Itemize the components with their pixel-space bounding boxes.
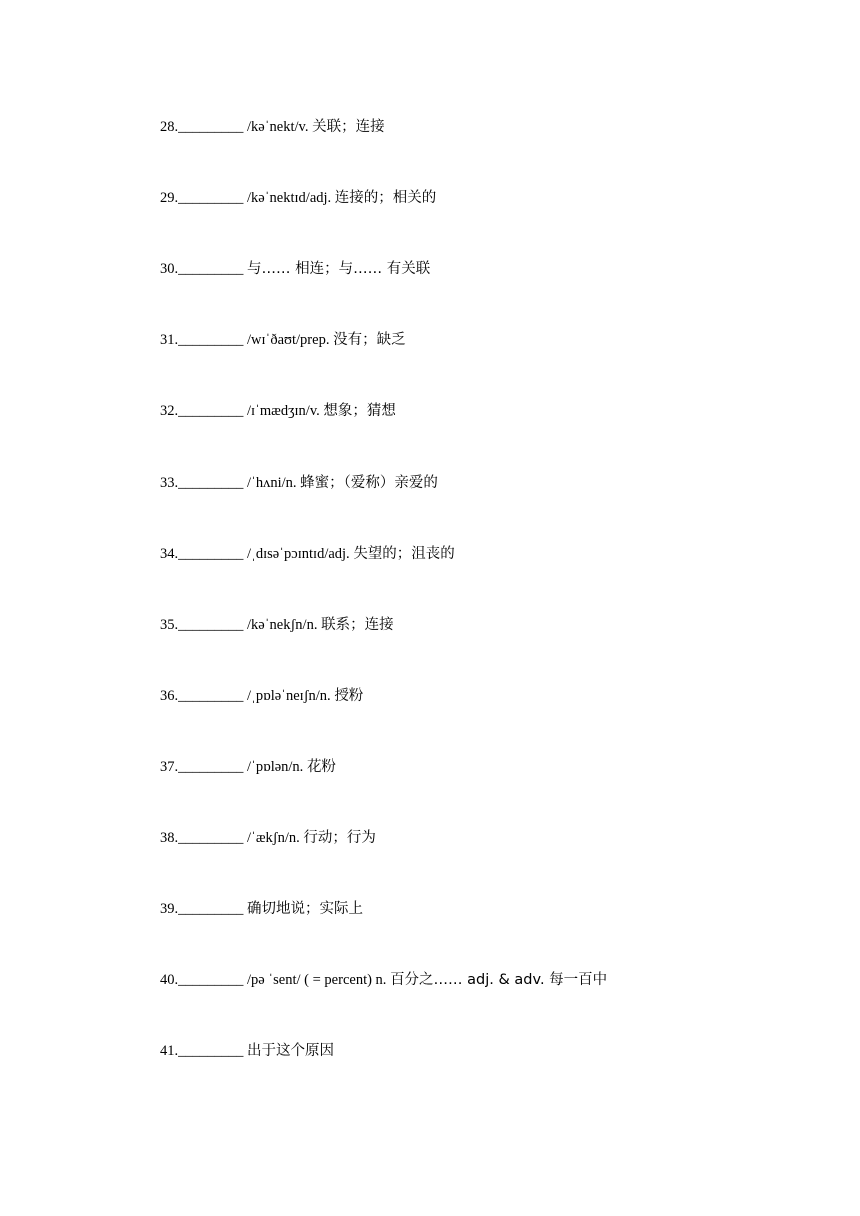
phonetic: /ɪˈmædʒɪn/v. [243,403,324,419]
item-number: 34. [160,546,179,562]
phonetic: /kəˈnekt/v. [243,119,313,135]
item-number: 37. [160,759,179,775]
item-number: 38. [160,830,179,846]
item-number: 29. [160,190,179,206]
meaning: 失望的；沮丧的 [353,546,455,562]
vocab-item-32 [160,401,396,421]
meaning: 连接的；相关的 [334,190,437,206]
vocab-item-36 [160,686,363,706]
answer-blank: _________ [178,190,244,206]
answer-blank: _________ [178,972,244,988]
phonetic: /ˌdɪsəˈpɔɪntɪd/adj. [243,546,354,562]
meaning: 与…… 相连；与…… 有关联 [247,261,431,277]
item-number: 31. [160,332,179,348]
vocab-item-39 [160,899,363,919]
answer-blank: _________ [178,759,244,775]
meaning: 关联；连接 [312,119,385,135]
phonetic: /ˈpɒlən/n. [243,759,307,775]
answer-blank: _________ [178,617,244,633]
phonetic: /pə ˈsent/ ( = percent) n. [243,972,391,988]
answer-blank: _________ [178,830,244,846]
vocab-item-41 [160,1041,334,1061]
phonetic: /ˌpɒləˈneɪʃn/n. [243,688,335,704]
phonetic: /kəˈnektɪd/adj. [243,190,335,206]
vocab-item-30 [160,259,430,279]
answer-blank: _________ [178,546,244,562]
vocab-item-37 [160,757,336,777]
meaning: 花粉 [306,759,336,775]
answer-blank: _________ [178,688,244,704]
vocab-item-29 [160,188,436,208]
meaning: 授粉 [334,688,364,704]
item-number: 30. [160,261,179,277]
meaning: 蜂蜜；（爱称）亲爱的 [300,475,438,491]
vocab-item-35 [160,615,394,635]
item-number: 35. [160,617,179,633]
vocab-item-38 [160,828,376,848]
vocab-item-34 [160,544,455,564]
vocab-item-31 [160,330,406,350]
meaning: 联系；连接 [321,617,394,633]
meaning: 想象；猜想 [323,403,396,419]
item-number: 39. [160,901,179,917]
vocab-item-33 [160,473,438,493]
answer-blank: _________ [178,261,244,277]
phonetic: /ˈækʃn/n. [243,830,304,846]
answer-blank: _________ [178,901,244,917]
vocab-item-28 [160,117,385,137]
item-number: 32. [160,403,179,419]
phonetic: /wɪˈðaʊt/prep. [243,332,334,348]
meaning: 百分之…… adj. & adv. 每一百中 [390,972,608,988]
item-number: 41. [160,1043,179,1059]
answer-blank: _________ [178,475,244,491]
answer-blank: _________ [178,119,244,135]
meaning: 出于这个原因 [247,1043,334,1059]
answer-blank: _________ [178,332,244,348]
item-number: 28. [160,119,179,135]
phonetic: /ˈhʌni/n. [243,475,301,491]
item-number: 40. [160,972,179,988]
item-number: 36. [160,688,179,704]
answer-blank: _________ [178,1043,244,1059]
meaning: 行动；行为 [303,830,376,846]
answer-blank: _________ [178,403,244,419]
vocab-item-40 [160,970,607,990]
meaning: 确切地说；实际上 [247,901,363,917]
item-number: 33. [160,475,179,491]
phonetic: /kəˈnekʃn/n. [243,617,322,633]
meaning: 没有；缺乏 [333,332,406,348]
